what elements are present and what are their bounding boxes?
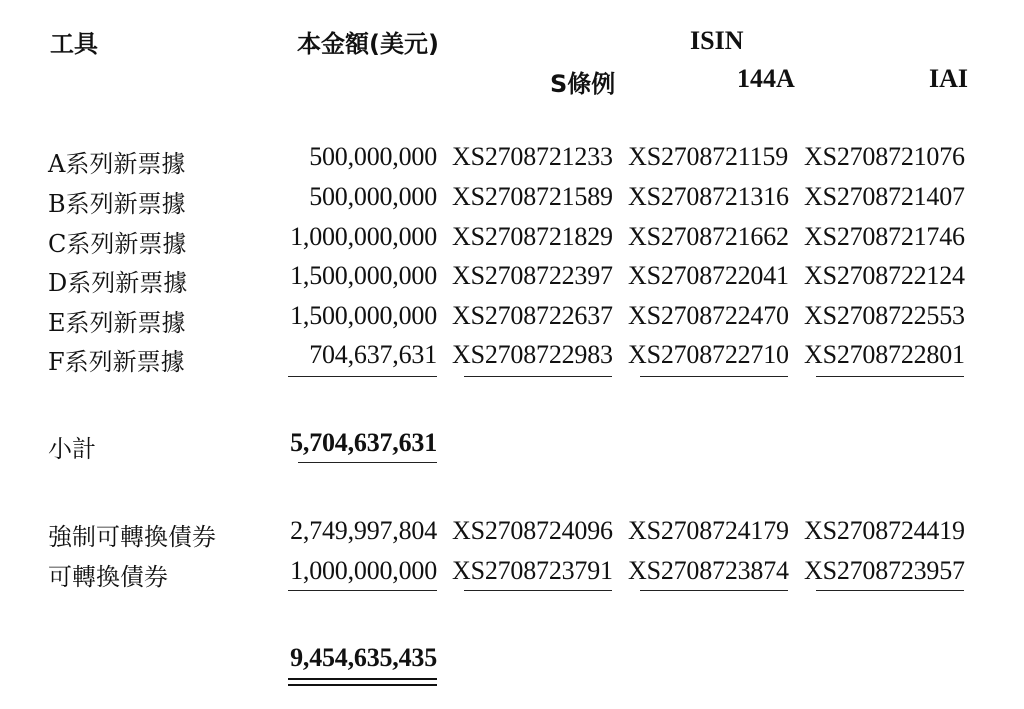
bond-isin-iai: XS2708724419 [804,516,965,545]
note-isin-iai: XS2708722801 [804,340,965,369]
bond-isin-144a: XS2708723874 [628,556,789,585]
total-amount: 9,454,635,435 [290,643,437,672]
total-double-underline-bottom [288,684,437,686]
note-amount: 500,000,000 [309,182,437,211]
note-isin-iai: XS2708721407 [804,182,965,211]
note-isin-reg-s: XS2708722983 [452,340,613,369]
bond-144a-underline [640,590,788,591]
amount-underline [288,376,437,377]
note-isin-144a: XS2708721316 [628,182,789,211]
note-amount: 1,000,000,000 [290,222,437,251]
note-isin-reg-s: XS2708722397 [452,261,613,290]
note-isin-iai: XS2708721076 [804,142,965,171]
subtotal-label: 小計 [48,435,96,463]
bond-label: 強制可轉換債券 [48,523,216,551]
header-144a: 144A [737,64,795,93]
header-isin: ISIN [690,26,744,55]
note-isin-iai: XS2708722553 [804,301,965,330]
note-isin-reg-s: XS2708721589 [452,182,613,211]
header-iai: IAI [929,64,969,93]
note-isin-144a: XS2708722470 [628,301,789,330]
bond-iai-underline [816,590,964,591]
bond-amount: 1,000,000,000 [290,556,437,585]
note-isin-iai: XS2708721746 [804,222,965,251]
note-isin-144a: XS2708721159 [628,142,788,171]
bond-isin-144a: XS2708724179 [628,516,789,545]
note-isin-reg-s: XS2708721829 [452,222,613,251]
note-label: F系列新票據 [48,348,185,376]
bond-amount-underline [288,590,437,591]
header-principal: 本金額(美元) [297,30,439,58]
bond-isin-reg-s: XS2708724096 [452,516,613,545]
subtotal-underline [298,462,437,463]
iai-underline [816,376,964,377]
note-isin-reg-s: XS2708721233 [452,142,613,171]
header-reg-s: S條例 [550,70,616,98]
note-amount: 500,000,000 [309,142,437,171]
bond-reg-s-underline [464,590,612,591]
total-double-underline-top [288,678,437,680]
note-label: E系列新票據 [48,309,186,337]
note-isin-reg-s: XS2708722637 [452,301,613,330]
reg-s-underline [464,376,612,377]
note-isin-144a: XS2708721662 [628,222,789,251]
note-label: A系列新票據 [48,150,186,178]
note-isin-iai: XS2708722124 [804,261,965,290]
bond-isin-iai: XS2708723957 [804,556,965,585]
header-instrument: 工具 [50,30,98,58]
note-label: C系列新票據 [48,230,187,258]
note-amount: 704,637,631 [309,340,437,369]
note-amount: 1,500,000,000 [290,261,437,290]
144a-underline [640,376,788,377]
bond-label: 可轉換債券 [48,563,168,591]
note-label: D系列新票據 [48,269,188,297]
subtotal-amount: 5,704,637,631 [290,428,437,457]
note-isin-144a: XS2708722710 [628,340,789,369]
note-amount: 1,500,000,000 [290,301,437,330]
note-label: B系列新票據 [48,190,186,218]
bond-isin-reg-s: XS2708723791 [452,556,613,585]
note-isin-144a: XS2708722041 [628,261,789,290]
bond-amount: 2,749,997,804 [290,516,437,545]
